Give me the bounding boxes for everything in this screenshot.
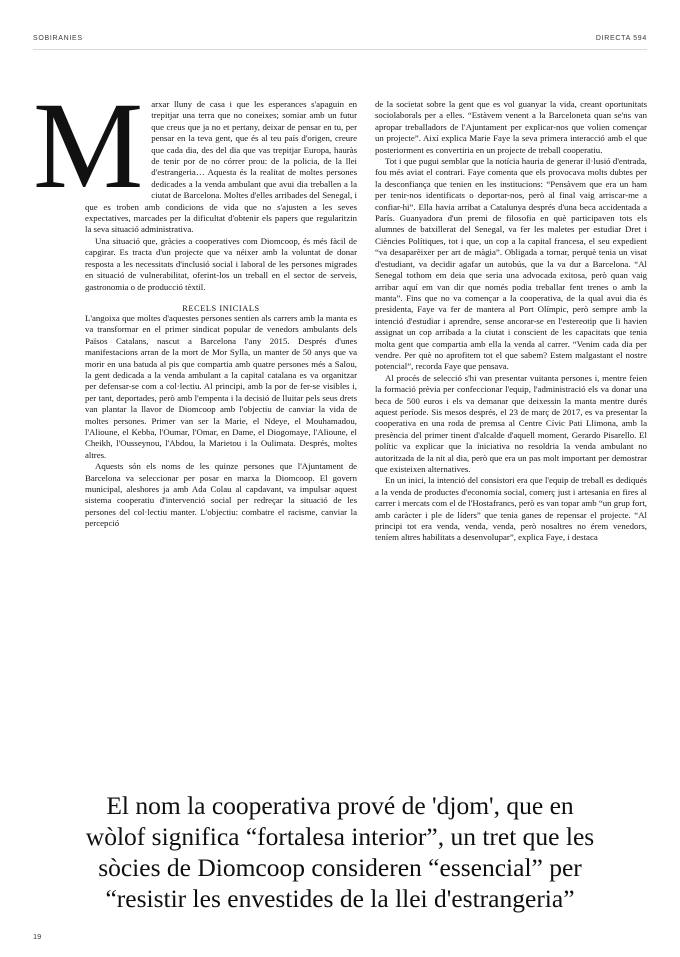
page-header xyxy=(33,35,647,50)
column-right xyxy=(375,99,647,544)
section-label: SOBIRANIES xyxy=(33,35,83,42)
section-subhead: RECELS INICIALS xyxy=(182,303,260,313)
pull-quote-line: sòcies de Diomcoop consideren “essencial” per xyxy=(98,853,582,882)
pull-quote xyxy=(30,790,650,914)
pull-quote-line: wòlof significa “fortalesa interior”, un tret que les xyxy=(85,822,595,851)
paragraph: Tot i que pugui semblar que la notícia hauria de generar il·lusió d'entrada, fou més aviat el contrari. Faye comenta que els provocava molts dubtes per la desconfiança que tenien en les institucions: “Pensàvem que era un ham per tenir-nos identificats o deportar-nos, però al final vaig arriscar-me a confiar-hi”. Ella havia arribat a Catalunya després d'una beca accidentada a París. Guanyadora d'un premi de filosofia en què participaven tots els alumnes de batxillerat del Senegal, va fer les maletes per estudiar Dret i Ciències Polítiques, tot i que, un cop a la capital francesa, el seu expedient “va desaparèixer per art de màgia”. Obligada a tornar, perquè tenia un visat d'estudiant, va decidir agafar un autobús, que la va dur a Barcelona. “Al Senegal tothom em deia que seria una advocada exitosa, però quan vaig arribar aquí em van dir que només podia treballar fent trenes o amb la manta”. Fins que no va començar a la cooperativa, de la qual avui dia és presidenta, Faye va fer de mantera al Port Olímpic, però sempre amb la intenció d'estudiar i aprendre, sense ancorar-se en l'estereotip que li havien assignat un cop arribada a la ciutat i conscient de les capacitats que tenia molta gent que compartia amb ella la venda al carrer. “Venim cada dia per vendre. Per què no aprofitem tot el que sabem? Estem malgastant el nostre potencial”, recorda Faye que pensava. xyxy=(375,156,647,372)
paragraph: En un inici, la intenció del consistori era que l'equip de treball es dediqués a la venda de productes d'economia social, comerç just i artesania en fires al carrer i mercats com el de l'Hostafrancs, però es van topar amb “un grup fort, amb caràcter i ple de líders” que tenia ganes de repensar el projecte. “Al principi tot era venda, venda, venda, però nosaltres no érem venedors, teníem altres habilitats a desenvolupar”, explica Faye, i destaca xyxy=(375,475,647,543)
paragraph: de la societat sobre la gent que es vol guanyar la vida, creant oportunitats sociolaborals per a elles. “Estàvem venent a la Barceloneta quan se'ns van apropar treballadors de l'Ajuntament per explicar-nos que volien començar un projecte”. Així explica Marie Faye la seva primera interacció amb el que posteriorment es convertiria en un projecte de treball cooperatiu. xyxy=(375,99,647,155)
pull-quote-line: “resistir les envestides de la llei d'estrangeria” xyxy=(105,884,575,913)
paragraph: Aquests són els noms de les quinze persones que l'Ajuntament de Barcelona va seleccionar per posar en marxa la Diomcoop. El govern municipal, aleshores ja amb Ada Colau al capdavant, va impulsar aquest sistema cooperatiu d'intervenció social per redreçar la situació de les persones del col·lectiu manter. L'objectiu: combatre el racisme, canviar la percepció xyxy=(85,461,357,529)
column-left xyxy=(33,77,357,544)
lead-paragraph-text: arxar lluny de casa i que les esperances s'apaguin en trepitjar una terra que no coneixes; somiar amb un futur que creus que ja no et pertany, deixar de pensar en tu, per pensar en la teva gent, que és al teu país d'origen, creure que cada dia, des del dia que vas trepitjar Europa, hauràs de tenir por de no córrer prou: de la policia, de la llei d'estrangeria… Aquesta és la realitat de moltes persones dedicades a la venda ambulant que avui dia treballen a la ciutat de Barcelona. Moltes d'elles arribades del Senegal, i que es troben amb condicions de vida que no s'ajusten a les seves expectatives, marcades per la dificultat d'obtenir els papers que regularitzin la seva situació administrativa. xyxy=(85,99,357,235)
article-body xyxy=(33,77,647,544)
issue-label: DIRECTA 594 xyxy=(595,35,647,42)
pull-quote-line: El nom la cooperativa prové de 'djom', que en xyxy=(106,791,574,820)
paragraph: Una situació que, gràcies a cooperatives com Diomcoop, és més fàcil de capgirar. Es tracta d'un projecte que va néixer amb la voluntat de donar resposta a les necessitats d'inclusió social i laboral de les persones migrades en situació de vulnerabilitat, oferint-los un treball en el sector de serveis, gastronomia o de producció tèxtil. xyxy=(85,235,357,292)
paragraph: L'angoixa que moltes d'aquestes persones sentien als carrers amb la manta es va transformar en el primer sindicat popular de venedors ambulants dels Països Catalans, nascut a Barcelona l'any 2015. Després d'unes manifestacions arran de la mort de Mor Sylla, un manter de 50 anys que va morir en una batuda al pis que compartia amb quatre persones més a Salou, la gent dedicada a la venda ambulant a la capital catalana es va organitzar per defensar-se com a col·lectiu. Al principi, amb la por de fer-se visibles i, per tant, deportades, però amb l'empenta i la decisió de lluitar pels seus drets van plantar la llavor de Diomcoop amb l'objectiu de canviar la vida de moltes persones. Primer van ser la Marie, el Ndeye, el Mouhamadou, l'Alioune, el Kebba, l'Oumar, l'Omar, en Dame, el Diogomaye, l'Alioune, el Cheikh, l'Ousseynou, l'Abdou, la Marietou i la Oulimata. Després, moltes altres. xyxy=(85,312,357,460)
lead-paragraph xyxy=(33,77,357,236)
paragraph: Al procés de selecció s'hi van presentar vuitanta persones i, mentre feien la formació prèvia per confeccionar l'equip, l'administració els va donar una beca de 500 euros i els va demanar que deixessin la manta mentre durés aquest període. Sis mesos després, el 23 de març de 2017, es va presentar la cooperativa en una roda de premsa al Centre Cívic Pati Llimona, amb la presència del primer tinent d'alcalde d'aquell moment, Gerardo Pisarello. El polític va explicar que la iniciativa no resoldria la venda ambulant no autoritzada de la nit al dia, però que era un pas molt important per demostrar que existeixen alternatives. xyxy=(375,372,647,474)
dropcap-letter: M xyxy=(33,77,144,214)
page-number: 19 xyxy=(33,932,42,941)
